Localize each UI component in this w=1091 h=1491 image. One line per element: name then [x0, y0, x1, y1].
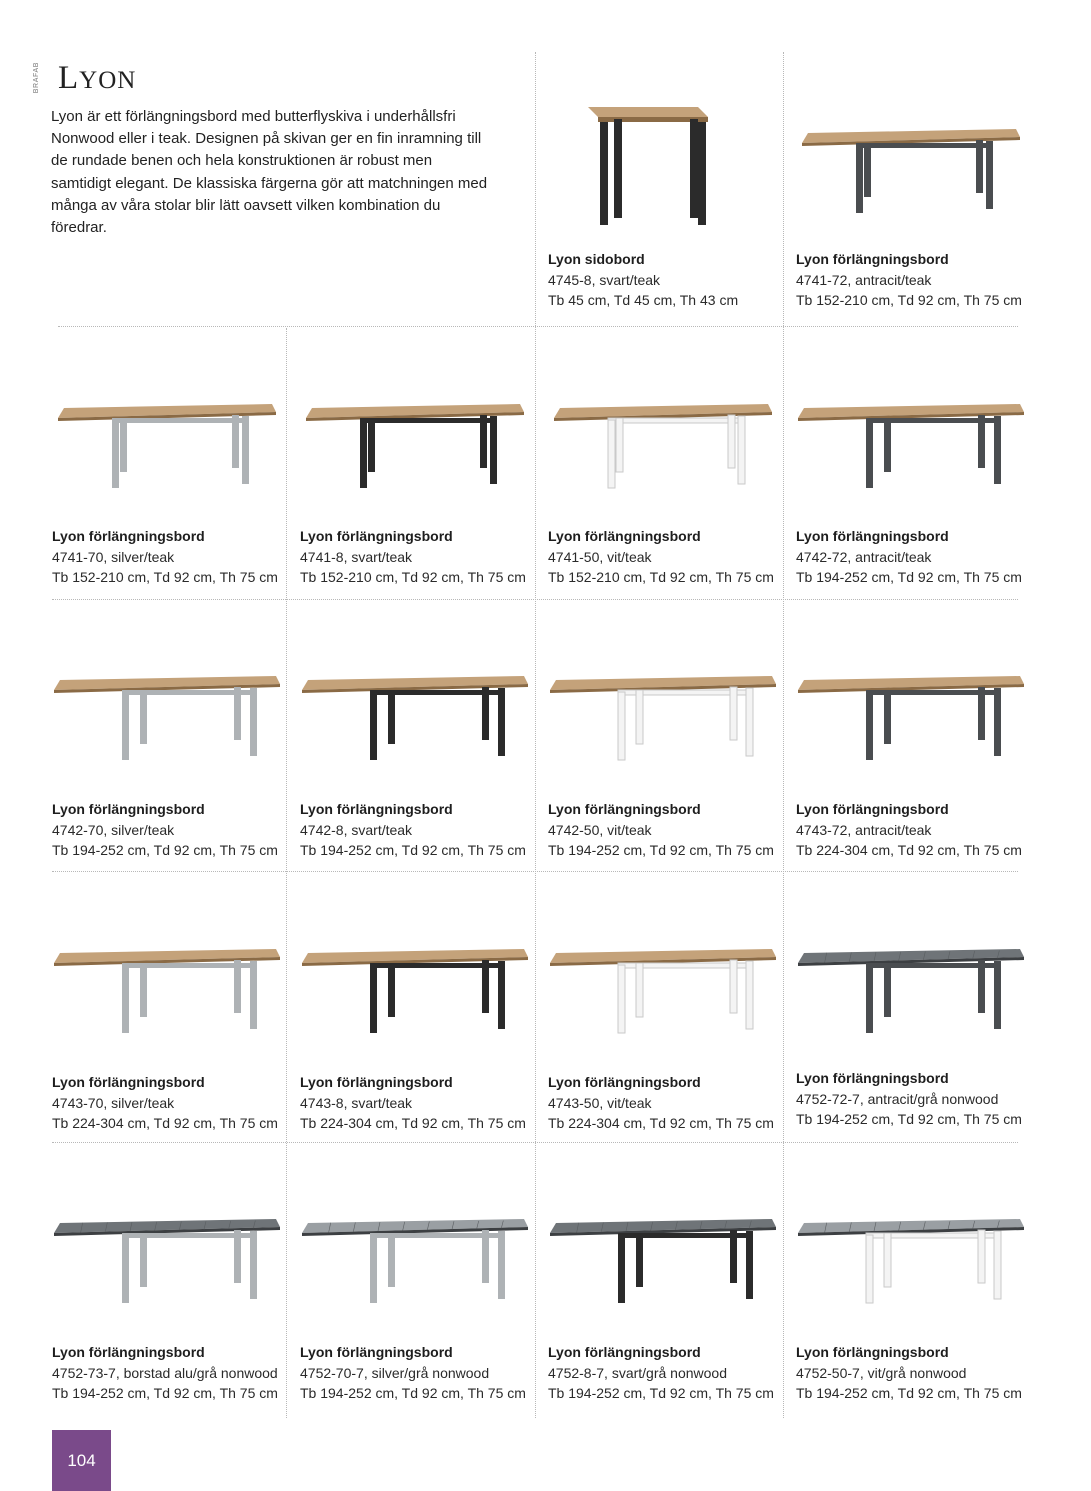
product-image — [300, 360, 532, 500]
table-leg — [994, 961, 1001, 1029]
product-card — [548, 360, 783, 591]
product-dimensions: Tb 194-252 cm, Td 92 cm, Th 75 cm — [548, 842, 774, 858]
product-name: Lyon förlängningsbord — [548, 801, 701, 817]
product-caption — [548, 525, 788, 587]
table-leg — [140, 1233, 147, 1287]
product-caption — [52, 1341, 292, 1403]
table-leg — [614, 119, 622, 218]
product-caption — [796, 1341, 1036, 1403]
product-card — [300, 905, 535, 1137]
product-caption — [796, 525, 1036, 587]
table-leg — [482, 960, 489, 1013]
product-image — [548, 632, 780, 772]
product-card — [796, 360, 1031, 591]
table-leg — [866, 1235, 873, 1303]
product-card — [52, 905, 287, 1137]
table-leg — [994, 1231, 1001, 1299]
product-image — [796, 905, 1028, 1045]
product-name: Lyon förlängningsbord — [52, 1344, 205, 1360]
product-card — [548, 85, 783, 314]
table-leg — [242, 416, 249, 484]
table-leg — [746, 688, 753, 756]
table-leg — [618, 692, 625, 760]
table-leg — [994, 688, 1001, 756]
table-leg — [994, 416, 1001, 484]
table-leg — [498, 1231, 505, 1299]
product-name: Lyon förlängningsbord — [52, 1074, 205, 1090]
product-dimensions: Tb 224-304 cm, Td 92 cm, Th 75 cm — [300, 1115, 526, 1131]
product-code: 4741-50, vit/teak — [548, 549, 652, 565]
table-leg — [122, 965, 129, 1033]
product-dimensions: Tb 152-210 cm, Td 92 cm, Th 75 cm — [796, 292, 1022, 308]
product-dimensions: Tb 194-252 cm, Td 92 cm, Th 75 cm — [796, 569, 1022, 585]
product-card — [52, 632, 287, 864]
product-dimensions: Tb 152-210 cm, Td 92 cm, Th 75 cm — [548, 569, 774, 585]
row-divider — [52, 871, 1018, 872]
table-leg — [636, 1233, 643, 1287]
product-code: 4743-8, svart/teak — [300, 1095, 413, 1111]
title-rest: YON — [79, 67, 137, 94]
product-card — [300, 360, 535, 591]
product-code: 4741-72, antracit/teak — [796, 272, 932, 288]
product-dimensions: Tb 152-210 cm, Td 92 cm, Th 75 cm — [52, 569, 278, 585]
product-card — [548, 905, 783, 1137]
product-dimensions: Tb 45 cm, Td 45 cm, Th 43 cm — [548, 292, 739, 308]
product-name: Lyon förlängningsbord — [796, 528, 949, 544]
product-caption — [52, 798, 292, 860]
intro-text: Lyon är ett förlängningsbord med butterflyskiva i underhållsfri Nonwood eller i teak. Designen på skivan ger en fin inramning till de rundade benen och hela konstruktionen är robust men samtidigt elegant. De klassiska färgerna gör att matchningen med många av våra stolar blir lätt oavsett vilken kombination du föredrar. — [51, 108, 488, 237]
product-image — [548, 1175, 780, 1315]
row-divider — [52, 599, 1018, 600]
product-code: 4752-72-7, antracit/grå nonwood — [796, 1091, 999, 1107]
table-leg — [498, 688, 505, 756]
product-caption — [300, 525, 540, 587]
table-leg — [388, 690, 395, 744]
product-card — [52, 1175, 287, 1407]
product-image — [300, 905, 532, 1045]
product-image — [548, 360, 780, 500]
table-leg — [370, 965, 377, 1033]
product-image — [796, 1175, 1028, 1315]
table-leg — [368, 418, 375, 472]
table-leg — [490, 416, 497, 484]
table-apron — [608, 418, 738, 423]
table-leg — [480, 415, 487, 468]
product-card — [796, 632, 1031, 864]
product-image — [52, 632, 284, 772]
product-code: 4743-70, silver/teak — [52, 1095, 175, 1111]
table-leg — [122, 692, 129, 760]
product-card — [796, 85, 1031, 314]
table-leg — [618, 965, 625, 1033]
product-caption — [548, 1341, 788, 1403]
product-caption — [796, 248, 1036, 310]
product-dimensions: Tb 194-252 cm, Td 92 cm, Th 75 cm — [52, 842, 278, 858]
product-image — [52, 905, 284, 1045]
product-name: Lyon förlängningsbord — [796, 801, 949, 817]
table-apron — [112, 418, 242, 423]
table-leg — [976, 140, 983, 193]
table-leg — [250, 688, 257, 756]
table-leg — [636, 690, 643, 744]
product-image — [796, 360, 1028, 500]
product-code: 4741-70, silver/teak — [52, 549, 175, 565]
table-leg — [746, 961, 753, 1029]
table-leg — [234, 687, 241, 740]
row-divider — [58, 326, 1018, 327]
table-leg — [884, 963, 891, 1017]
table-apron — [856, 143, 986, 148]
table-leg — [232, 415, 239, 468]
product-code: 4743-50, vit/teak — [548, 1095, 652, 1111]
table-leg — [120, 418, 127, 472]
table-leg — [112, 420, 119, 488]
product-image — [796, 632, 1028, 772]
product-name: Lyon förlängningsbord — [796, 1070, 949, 1086]
product-dimensions: Tb 194-252 cm, Td 92 cm, Th 75 cm — [796, 1385, 1022, 1401]
product-image — [796, 85, 1028, 225]
product-card — [796, 905, 1031, 1133]
table-leg — [884, 1233, 891, 1287]
product-name: Lyon sidobord — [548, 251, 645, 267]
table-leg — [234, 1230, 241, 1283]
page-title — [58, 60, 136, 97]
product-card — [300, 632, 535, 864]
table-leg — [698, 122, 706, 225]
table-leg — [690, 119, 698, 218]
product-code: 4741-8, svart/teak — [300, 549, 413, 565]
table-leg — [864, 143, 871, 197]
product-name: Lyon förlängningsbord — [300, 1344, 453, 1360]
page-number-badge — [52, 1430, 111, 1491]
product-caption — [52, 525, 292, 587]
product-dimensions: Tb 194-252 cm, Td 92 cm, Th 75 cm — [796, 1111, 1022, 1127]
product-caption — [796, 1067, 1036, 1129]
table-leg — [866, 692, 873, 760]
table-leg — [618, 1235, 625, 1303]
product-name: Lyon förlängningsbord — [796, 251, 949, 267]
table-leg — [140, 963, 147, 1017]
table-leg — [636, 963, 643, 1017]
row-divider — [52, 1142, 1018, 1143]
product-name: Lyon förlängningsbord — [548, 1074, 701, 1090]
product-name: Lyon förlängningsbord — [300, 528, 453, 544]
product-name: Lyon förlängningsbord — [52, 528, 205, 544]
product-caption — [548, 248, 788, 310]
table-leg — [986, 141, 993, 209]
product-name: Lyon förlängningsbord — [548, 528, 701, 544]
product-caption — [300, 1341, 540, 1403]
product-dimensions: Tb 152-210 cm, Td 92 cm, Th 75 cm — [300, 569, 526, 585]
table-leg — [482, 687, 489, 740]
table-leg — [738, 416, 745, 484]
product-dimensions: Tb 194-252 cm, Td 92 cm, Th 75 cm — [548, 1385, 774, 1401]
product-code: 4743-72, antracit/teak — [796, 822, 932, 838]
product-dimensions: Tb 224-304 cm, Td 92 cm, Th 75 cm — [548, 1115, 774, 1131]
product-image — [300, 632, 532, 772]
table-leg — [730, 1230, 737, 1283]
product-card — [300, 1175, 535, 1407]
table-leg — [746, 1231, 753, 1299]
table-leg — [608, 420, 615, 488]
product-card — [548, 1175, 783, 1407]
product-card — [796, 1175, 1031, 1407]
product-name: Lyon förlängningsbord — [52, 801, 205, 817]
table-leg — [978, 1230, 985, 1283]
product-code: 4752-8-7, svart/grå nonwood — [548, 1365, 727, 1381]
product-code: 4742-70, silver/teak — [52, 822, 175, 838]
table-apron — [360, 418, 490, 423]
table-top — [588, 107, 708, 117]
table-leg — [250, 1231, 257, 1299]
product-image — [548, 85, 780, 225]
product-code: 4742-72, antracit/teak — [796, 549, 932, 565]
product-image — [548, 905, 780, 1045]
table-leg — [250, 961, 257, 1029]
page-number: 104 — [67, 1450, 96, 1470]
table-leg — [388, 963, 395, 1017]
product-code: 4742-8, svart/teak — [300, 822, 413, 838]
table-leg — [884, 690, 891, 744]
table-leg — [730, 960, 737, 1013]
column-divider — [535, 52, 536, 1418]
product-name: Lyon förlängningsbord — [796, 1344, 949, 1360]
table-leg — [482, 1230, 489, 1283]
table-leg — [616, 418, 623, 472]
product-code: 4745-8, svart/teak — [548, 272, 661, 288]
product-image — [52, 360, 284, 500]
table-leg — [728, 415, 735, 468]
product-card — [52, 360, 287, 591]
table-leg — [600, 122, 608, 225]
table-leg — [978, 687, 985, 740]
product-code: 4752-70-7, silver/grå nonwood — [300, 1365, 490, 1381]
product-caption — [548, 798, 788, 860]
table-leg — [234, 960, 241, 1013]
product-dimensions: Tb 224-304 cm, Td 92 cm, Th 75 cm — [796, 842, 1022, 858]
table-leg — [866, 420, 873, 488]
product-caption — [300, 1071, 540, 1133]
product-name: Lyon förlängningsbord — [548, 1344, 701, 1360]
table-leg — [498, 961, 505, 1029]
product-code: 4752-73-7, borstad alu/grå nonwood — [52, 1365, 278, 1381]
product-caption — [300, 798, 540, 860]
product-code: 4752-50-7, vit/grå nonwood — [796, 1365, 967, 1381]
table-leg — [856, 145, 863, 213]
table-leg — [730, 687, 737, 740]
table-leg — [866, 965, 873, 1033]
table-leg — [978, 415, 985, 468]
product-name: Lyon förlängningsbord — [300, 1074, 453, 1090]
product-dimensions: Tb 224-304 cm, Td 92 cm, Th 75 cm — [52, 1115, 278, 1131]
product-card — [548, 632, 783, 864]
table-leg — [388, 1233, 395, 1287]
product-dimensions: Tb 194-252 cm, Td 92 cm, Th 75 cm — [300, 842, 526, 858]
product-caption — [796, 798, 1036, 860]
product-dimensions: Tb 194-252 cm, Td 92 cm, Th 75 cm — [300, 1385, 526, 1401]
product-caption — [52, 1071, 292, 1133]
table-leg — [978, 960, 985, 1013]
table-leg — [140, 690, 147, 744]
brand-name: BRAFAB — [33, 62, 40, 94]
product-name: Lyon förlängningsbord — [300, 801, 453, 817]
table-leg — [122, 1235, 129, 1303]
table-leg — [360, 420, 367, 488]
product-dimensions: Tb 194-252 cm, Td 92 cm, Th 75 cm — [52, 1385, 278, 1401]
product-caption — [548, 1071, 788, 1133]
product-code: 4742-50, vit/teak — [548, 822, 652, 838]
title-initial: L — [58, 60, 80, 96]
table-leg — [884, 418, 891, 472]
product-image — [300, 1175, 532, 1315]
brand-logo — [33, 62, 61, 102]
table-leg — [370, 1235, 377, 1303]
table-leg — [370, 692, 377, 760]
product-image — [52, 1175, 284, 1315]
